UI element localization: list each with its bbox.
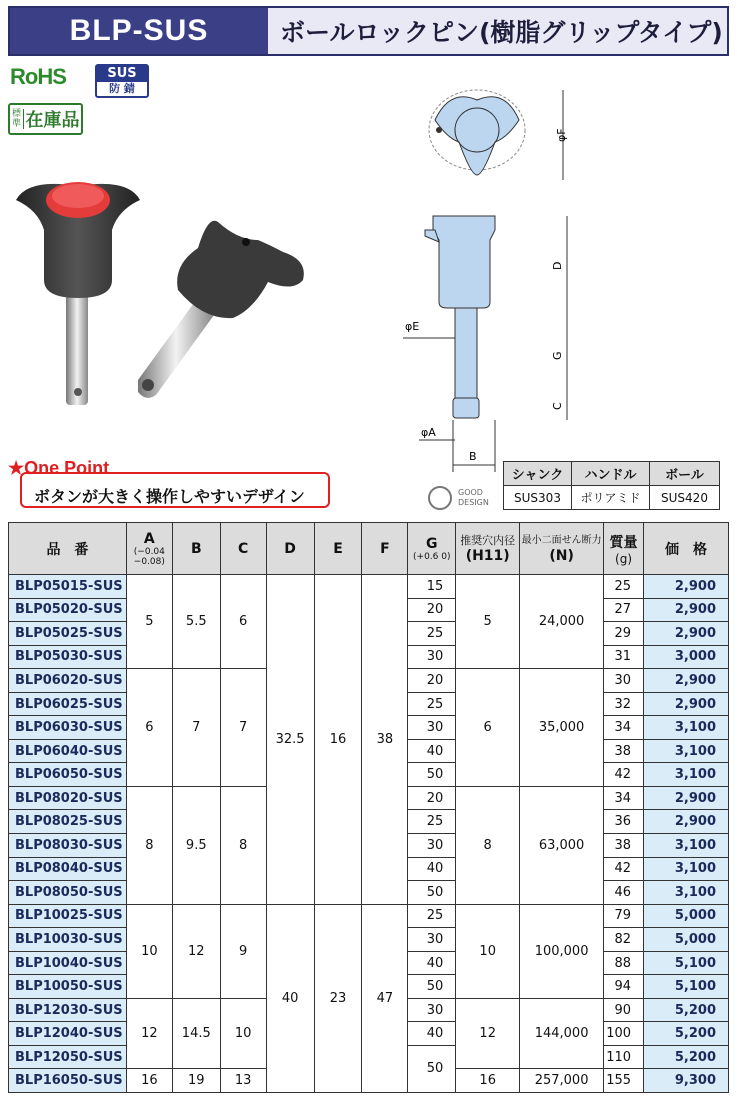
- price-cell: 3,000: [644, 645, 729, 669]
- dim-G-cell: 50: [408, 881, 456, 905]
- shear-force-cell: 35,000: [520, 669, 604, 787]
- dim-D-cell: 40: [266, 904, 314, 1092]
- dim-A-cell: 10: [126, 904, 172, 998]
- price-cell: 3,100: [644, 881, 729, 905]
- good-design-logo: [424, 484, 494, 514]
- part-number-cell: BLP05020-SUS: [9, 598, 127, 622]
- spec-table: [8, 522, 729, 1093]
- product-title: ボールロックピン(樹脂グリップタイプ): [268, 8, 727, 54]
- price-cell: 2,900: [644, 575, 729, 599]
- mass-cell: 27: [604, 598, 644, 622]
- price-cell: 5,200: [644, 1022, 729, 1046]
- part-number-cell: BLP10050-SUS: [9, 975, 127, 999]
- part-number-cell: BLP12050-SUS: [9, 1045, 127, 1069]
- dim-C-cell: 7: [220, 669, 266, 787]
- dim-G-cell: 30: [408, 645, 456, 669]
- dim-phiF: φF: [555, 128, 568, 142]
- hole-diameter-cell: 8: [456, 786, 520, 904]
- part-number-cell: BLP10040-SUS: [9, 951, 127, 975]
- dim-G-cell: 25: [408, 904, 456, 928]
- dim-G-cell: 40: [408, 857, 456, 881]
- part-number-cell: BLP16050-SUS: [9, 1069, 127, 1093]
- mass-cell: 34: [604, 786, 644, 810]
- rohs-logo: RoHS: [10, 64, 66, 89]
- mass-cell: 82: [604, 928, 644, 952]
- dim-G-cell: 40: [408, 1022, 456, 1046]
- hole-diameter-cell: 6: [456, 669, 520, 787]
- stock-badge: [8, 103, 83, 135]
- good-design-text: GOOD DESIGN: [458, 488, 489, 507]
- part-number-cell: BLP06030-SUS: [9, 716, 127, 740]
- dim-G-cell: 25: [408, 622, 456, 646]
- dim-G-cell: 40: [408, 739, 456, 763]
- col-part-no: 品 番: [9, 523, 127, 575]
- part-number-cell: BLP08030-SUS: [9, 834, 127, 858]
- price-cell: 5,000: [644, 904, 729, 928]
- dim-B-cell: 5.5: [172, 575, 220, 669]
- dim-C-cell: 10: [220, 998, 266, 1069]
- one-point-text: ボタンが大きく操作しやすいデザイン: [20, 472, 330, 508]
- part-number-cell: BLP05025-SUS: [9, 622, 127, 646]
- mat-handle: ポリアミド: [572, 486, 650, 510]
- part-number-cell: BLP06040-SUS: [9, 739, 127, 763]
- price-cell: 3,100: [644, 739, 729, 763]
- dim-A-cell: 12: [126, 998, 172, 1069]
- shear-force-cell: 144,000: [520, 998, 604, 1069]
- dim-B: B: [469, 450, 477, 463]
- mass-cell: 155: [604, 1069, 644, 1093]
- price-cell: 5,100: [644, 951, 729, 975]
- price-cell: 3,100: [644, 716, 729, 740]
- mass-cell: 88: [604, 951, 644, 975]
- part-number-cell: BLP12030-SUS: [9, 998, 127, 1022]
- product-code: BLP-SUS: [10, 8, 268, 54]
- price-cell: 3,100: [644, 857, 729, 881]
- mass-cell: 34: [604, 716, 644, 740]
- dim-F-cell: 47: [362, 904, 408, 1092]
- price-cell: 2,900: [644, 810, 729, 834]
- dim-G-cell: 30: [408, 834, 456, 858]
- price-cell: 2,900: [644, 622, 729, 646]
- mat-header-ball: ボール: [650, 462, 720, 486]
- mat-ball: SUS420: [650, 486, 720, 510]
- dim-A-cell: 8: [126, 786, 172, 904]
- price-cell: 2,900: [644, 598, 729, 622]
- dim-G: G: [551, 351, 564, 360]
- stock-side-label: 標準: [10, 109, 24, 129]
- dim-F-cell: 38: [362, 575, 408, 905]
- shear-force-cell: 63,000: [520, 786, 604, 904]
- dim-A-cell: 16: [126, 1069, 172, 1093]
- price-cell: 3,100: [644, 834, 729, 858]
- dim-E-cell: 16: [314, 575, 362, 905]
- hole-diameter-cell: 12: [456, 998, 520, 1069]
- mass-cell: 31: [604, 645, 644, 669]
- mass-cell: 100: [604, 1022, 644, 1046]
- dim-G-cell: 30: [408, 716, 456, 740]
- sus-badge: [95, 64, 149, 98]
- hole-diameter-cell: 16: [456, 1069, 520, 1093]
- mass-cell: 79: [604, 904, 644, 928]
- mass-cell: 110: [604, 1045, 644, 1069]
- part-number-cell: BLP06025-SUS: [9, 692, 127, 716]
- dim-D-cell: 32.5: [266, 575, 314, 905]
- dim-B-cell: 12: [172, 904, 220, 998]
- col-C: C: [220, 523, 266, 575]
- product-photo: [8, 170, 318, 450]
- part-number-cell: BLP10025-SUS: [9, 904, 127, 928]
- mass-cell: 36: [604, 810, 644, 834]
- mat-header-handle: ハンドル: [572, 462, 650, 486]
- good-design-icon: [428, 486, 452, 510]
- dim-B-cell: 7: [172, 669, 220, 787]
- price-cell: 5,200: [644, 1045, 729, 1069]
- dim-phiE: φE: [405, 320, 420, 333]
- table-row: [9, 575, 729, 599]
- dim-G-cell: 25: [408, 810, 456, 834]
- mass-cell: 46: [604, 881, 644, 905]
- part-number-cell: BLP08050-SUS: [9, 881, 127, 905]
- part-number-cell: BLP06050-SUS: [9, 763, 127, 787]
- col-D: D: [266, 523, 314, 575]
- col-F: F: [362, 523, 408, 575]
- price-cell: 2,900: [644, 786, 729, 810]
- dim-G-cell: 20: [408, 786, 456, 810]
- price-cell: 2,900: [644, 692, 729, 716]
- col-G: G (+0.6 0): [408, 523, 456, 575]
- mass-cell: 42: [604, 763, 644, 787]
- price-cell: 5,100: [644, 975, 729, 999]
- dim-D: D: [551, 261, 564, 270]
- mass-cell: 32: [604, 692, 644, 716]
- mat-header-shank: シャンク: [504, 462, 572, 486]
- dim-G-cell: 25: [408, 692, 456, 716]
- hole-diameter-cell: 10: [456, 904, 520, 998]
- part-number-cell: BLP08025-SUS: [9, 810, 127, 834]
- one-point-title: ★One Point: [8, 458, 110, 478]
- dim-G-cell: 50: [408, 763, 456, 787]
- dim-G-cell: 20: [408, 669, 456, 693]
- col-A: A (−0.04 −0.08): [126, 523, 172, 575]
- price-cell: 5,200: [644, 998, 729, 1022]
- mass-cell: 38: [604, 834, 644, 858]
- mat-shank: SUS303: [504, 486, 572, 510]
- dim-G-cell: 30: [408, 998, 456, 1022]
- mass-cell: 94: [604, 975, 644, 999]
- part-number-cell: BLP12040-SUS: [9, 1022, 127, 1046]
- col-B: B: [172, 523, 220, 575]
- shear-force-cell: 257,000: [520, 1069, 604, 1093]
- dim-B-cell: 9.5: [172, 786, 220, 904]
- price-cell: 2,900: [644, 669, 729, 693]
- part-number-cell: BLP05015-SUS: [9, 575, 127, 599]
- part-number-cell: BLP10030-SUS: [9, 928, 127, 952]
- col-price: 価 格: [644, 523, 729, 575]
- sus-label: SUS: [97, 66, 147, 82]
- dim-G-cell: 15: [408, 575, 456, 599]
- mass-cell: 90: [604, 998, 644, 1022]
- shear-force-cell: 24,000: [520, 575, 604, 669]
- mass-cell: 38: [604, 739, 644, 763]
- stock-main-label: 在庫品: [25, 110, 80, 131]
- part-number-cell: BLP06020-SUS: [9, 669, 127, 693]
- mass-cell: 25: [604, 575, 644, 599]
- table-row: [9, 904, 729, 928]
- col-mass: 質量 (g): [604, 523, 644, 575]
- dim-phiA: φA: [421, 426, 436, 439]
- dim-A-cell: 5: [126, 575, 172, 669]
- dim-C: C: [551, 402, 564, 410]
- col-E: E: [314, 523, 362, 575]
- dim-G-cell: 50: [408, 1045, 456, 1092]
- mass-cell: 30: [604, 669, 644, 693]
- title-banner: [8, 6, 729, 56]
- part-number-cell: BLP08040-SUS: [9, 857, 127, 881]
- part-number-cell: BLP08020-SUS: [9, 786, 127, 810]
- part-number-cell: BLP05030-SUS: [9, 645, 127, 669]
- dim-C-cell: 9: [220, 904, 266, 998]
- dim-G-cell: 40: [408, 951, 456, 975]
- mass-cell: 42: [604, 857, 644, 881]
- dim-B-cell: 14.5: [172, 998, 220, 1069]
- hole-diameter-cell: 5: [456, 575, 520, 669]
- col-hole: 推奨穴内径 (H11): [456, 523, 520, 575]
- dim-G-cell: 20: [408, 598, 456, 622]
- material-table: [503, 461, 720, 510]
- dim-C-cell: 6: [220, 575, 266, 669]
- price-cell: 3,100: [644, 763, 729, 787]
- dim-B-cell: 19: [172, 1069, 220, 1093]
- dim-G-cell: 50: [408, 975, 456, 999]
- technical-drawing: [395, 80, 595, 480]
- dim-A-cell: 6: [126, 669, 172, 787]
- dim-C-cell: 13: [220, 1069, 266, 1093]
- price-cell: 5,000: [644, 928, 729, 952]
- price-cell: 9,300: [644, 1069, 729, 1093]
- col-shear: 最小二面せん断力 (N): [520, 523, 604, 575]
- dim-G-cell: 30: [408, 928, 456, 952]
- dim-C-cell: 8: [220, 786, 266, 904]
- dim-E-cell: 23: [314, 904, 362, 1092]
- rust-label: 防 錆: [109, 82, 135, 95]
- one-point-box: [8, 458, 328, 510]
- shear-force-cell: 100,000: [520, 904, 604, 998]
- mass-cell: 29: [604, 622, 644, 646]
